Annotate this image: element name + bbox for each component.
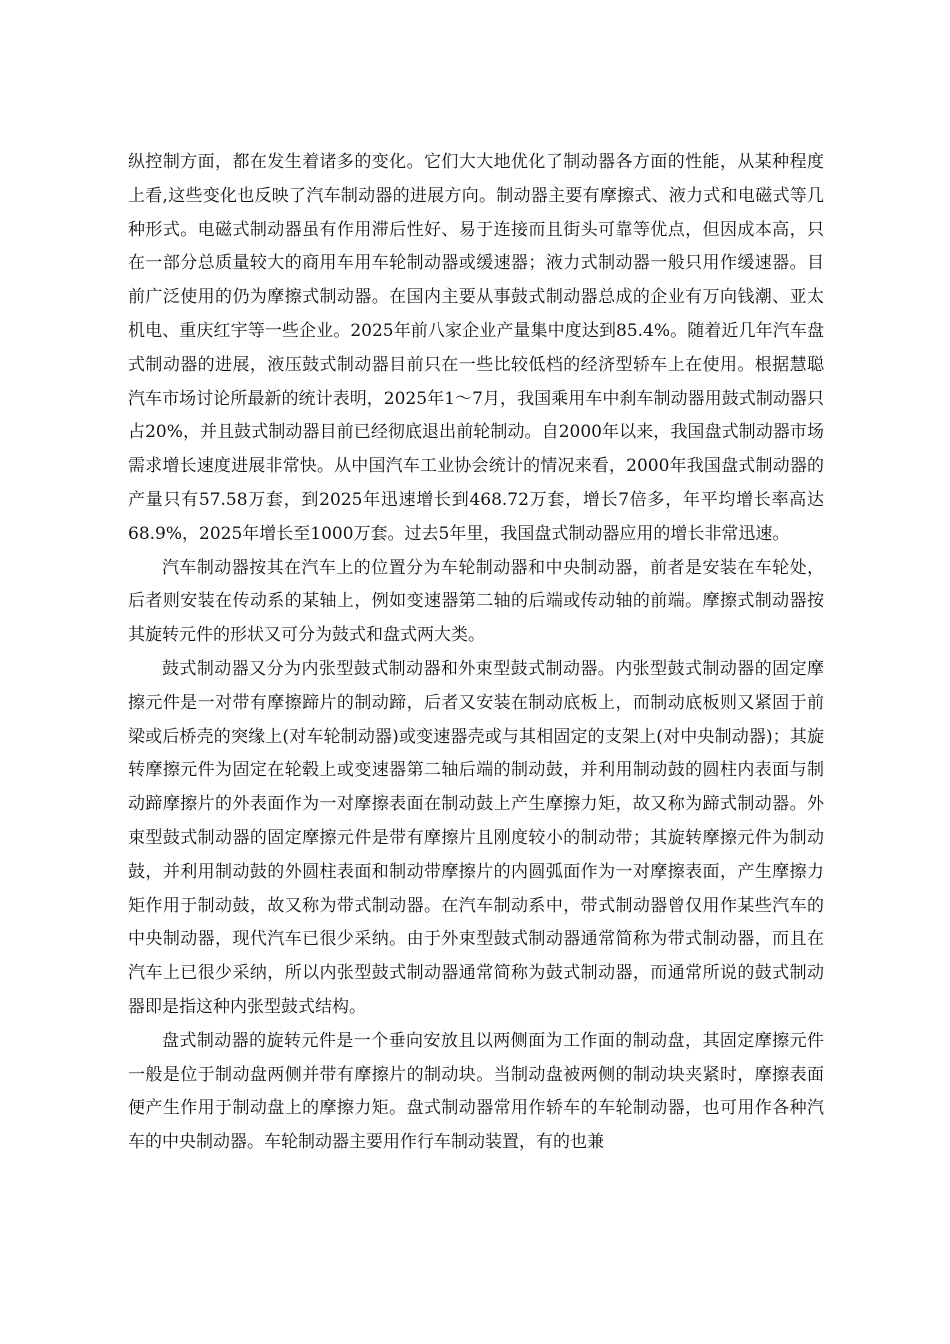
- document-page: [128, 146, 824, 1160]
- paragraph-disc-brake: 盘式制动器的旋转元件是一个垂向安放且以两侧面为工作面的制动盘，其固定摩擦元件一般是位于制动盘两侧并带有摩擦片的制动块。当制动盘被两侧的制动块夹紧时，摩擦表面便产生作用于制动盘上的摩擦力矩。盘式制动器常用作轿车的车轮制动器，也可用作各种汽车的中央制动器。车轮制动器主要用作行车制动装置，有的也兼: [128, 1030, 824, 1153]
- paragraph-brake-position: 汽车制动器按其在汽车上的位置分为车轮制动器和中央制动器，前者是安装在车轮处，后者则安装在传动系的某轴上，例如变速器第二轴的后端或传动轴的前端。摩擦式制动器按其旋转元件的形状又可分为鼓式和盘式两大类。: [128, 557, 824, 646]
- paragraph-drum-brake: 鼓式制动器又分为内张型鼓式制动器和外束型鼓式制动器。内张型鼓式制动器的固定摩擦元件是一对带有摩擦蹄片的制动蹄，后者又安装在制动底板上，而制动底板则又紧固于前梁或后桥壳的突缘上(对车轮制动器)或变速器壳或与其相固定的支架上(对中央制动器)；其旋转摩擦元件为固定在轮毂上或变速器第二轴后端的制动鼓，并利用制动鼓的圆柱内表面与制动蹄摩擦片的外表面作为一对摩擦表面在制动鼓上产生摩擦力矩，故又称为蹄式制动器。外束型鼓式制动器的固定摩擦元件是带有摩擦片且刚度较小的制动带；其旋转摩擦元件为制动鼓，并利用制动鼓的外圆柱表面和制动带摩擦片的内圆弧面作为一对摩擦表面，产生摩擦力矩作用于制动鼓，故又称为带式制动器。在汽车制动系中，带式制动器曾仅用作某些汽车的中央制动器，现代汽车已很少采纳。由于外束型鼓式制动器通常简称为带式制动器，而且在汽车上已很少采纳，所以内张型鼓式制动器通常简称为鼓式制动器，而通常所说的鼓式制动器即是指这种内张型鼓式结构。: [128, 658, 824, 1017]
- paragraph-overview: 纵控制方面，都在发生着诸多的变化。它们大大地优化了制动器各方面的性能，从某种程度上看,这些变化也反映了汽车制动器的进展方向。制动器主要有摩擦式、液力式和电磁式等几种形式。电磁式制动器虽有作用滞后性好、易于连接而且街头可靠等优点，但因成本高，只在一部分总质量较大的商用车用车轮制动器或缓速器；液力式制动器一般只用作缓速器。目前广泛使用的仍为摩擦式制动器。在国内主要从事鼓式制动器总成的企业有万向钱潮、亚太机电、重庆红宇等一些企业。2025年前八家企业产量集中度达到85.4%。随着近几年汽车盘式制动器的进展，液压鼓式制动器目前只在一些比较低档的经济型轿车上在使用。根据慧聪汽车市场讨论所最新的统计表明，2025年1～7月，我国乘用车中刹车制动器用鼓式制动器只占20%，并且鼓式制动器目前已经彻底退出前轮制动。自2000年以来，我国盘式制动器市场需求增长速度进展非常快。从中国汽车工业协会统计的情况来看，2000年我国盘式制动器的产量只有57.58万套，到2025年迅速增长到468.72万套，增长7倍多，年平均增长率高达68.9%，2025年增长至1000万套。过去5年里，我国盘式制动器应用的增长非常迅速。: [128, 152, 824, 544]
